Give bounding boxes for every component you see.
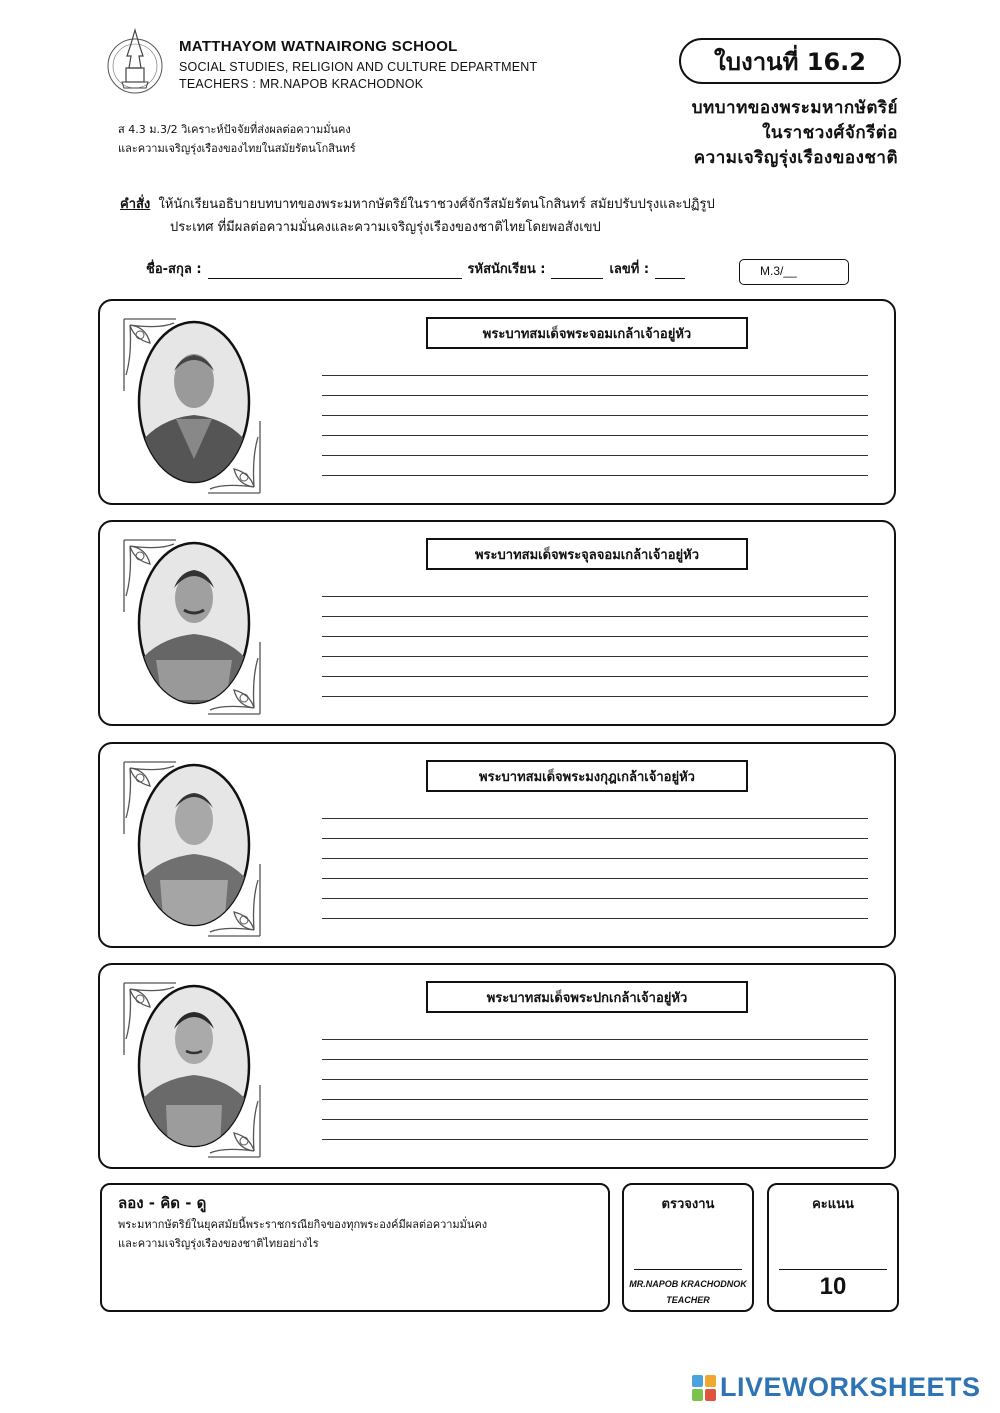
learning-standard (118, 120, 356, 158)
instruction-line-2: ประเทศ ที่มีผลต่อความมั่นคงและความเจริญรุ่งเรืองของชาติไทยโดยพอสังเขป (170, 220, 601, 235)
number-label: เลขที่ : (609, 262, 650, 277)
answer-line[interactable] (322, 415, 868, 416)
student-id-label: รหัสนักเรียน : (467, 262, 546, 277)
answer-line[interactable] (322, 1139, 868, 1140)
check-box (622, 1183, 754, 1312)
liveworksheets-logo (692, 1372, 981, 1403)
topic-line-2: ในราชวงศ์จักรีต่อ (762, 123, 898, 143)
king-panel-4 (98, 963, 896, 1169)
answer-line[interactable] (322, 656, 868, 657)
answer-line[interactable] (322, 858, 868, 859)
liveworksheets-icon (692, 1375, 716, 1401)
king-panel-3 (98, 742, 896, 948)
class-field[interactable]: M.3/__ (739, 259, 849, 285)
king-portrait-4 (136, 983, 252, 1149)
school-name: MATTHAYOM WATNAIRONG SCHOOL (179, 38, 458, 55)
teachers-line: TEACHERS : MR.NAPOB KRACHODNOK (179, 77, 424, 91)
standard-line-2: และความเจริญรุ่งเรืองของไทยในสมัยรัตนโกสินทร์ (118, 142, 356, 155)
king-portrait-1 (136, 319, 252, 485)
think-question (118, 1215, 487, 1253)
department-name: SOCIAL STUDIES, RELIGION AND CULTURE DEPARTMENT (179, 60, 538, 74)
answer-line[interactable] (322, 676, 868, 677)
think-question-line-2: และความเจริญรุ่งเรืองของชาติไทยอย่างไร (118, 1237, 319, 1250)
student-info-row (146, 258, 691, 279)
answer-line[interactable] (322, 636, 868, 637)
worksheet-topic (692, 96, 898, 171)
answer-line[interactable] (322, 455, 868, 456)
check-title: ตรวจงาน (661, 1197, 715, 1212)
liveworksheets-brand: LIVEWORKSHEETS (720, 1372, 981, 1402)
number-field[interactable] (655, 264, 685, 279)
answer-line[interactable] (322, 596, 868, 597)
answer-line[interactable] (322, 1119, 868, 1120)
answer-line[interactable] (322, 1059, 868, 1060)
answer-line[interactable] (322, 1079, 868, 1080)
topic-line-3: ความเจริญรุ่งเรืองของชาติ (693, 148, 898, 168)
score-line (779, 1269, 887, 1270)
king-portrait-3 (136, 762, 252, 928)
school-logo (106, 26, 164, 98)
king-panel-1 (98, 299, 896, 505)
answer-line[interactable] (322, 838, 868, 839)
king-name-box: พระบาทสมเด็จพระจุลจอมเกล้าเจ้าอยู่หัว (426, 538, 748, 570)
student-id-field[interactable] (551, 264, 603, 279)
signature-line (634, 1269, 742, 1270)
think-box[interactable] (100, 1183, 610, 1312)
king-name-box: พระบาทสมเด็จพระมงกุฎเกล้าเจ้าอยู่หัว (426, 760, 748, 792)
teacher-name: MR.NAPOB KRACHODNOK (629, 1279, 747, 1289)
answer-line[interactable] (322, 435, 868, 436)
king-name-box: พระบาทสมเด็จพระปกเกล้าเจ้าอยู่หัว (426, 981, 748, 1013)
answer-line[interactable] (322, 1099, 868, 1100)
king-panel-2 (98, 520, 896, 726)
name-field[interactable] (208, 264, 462, 279)
answer-line[interactable] (322, 1039, 868, 1040)
king-name-box: พระบาทสมเด็จพระจอมเกล้าเจ้าอยู่หัว (426, 317, 748, 349)
answer-line[interactable] (322, 375, 868, 376)
score-box (767, 1183, 899, 1312)
teacher-role: TEACHER (666, 1295, 710, 1305)
answer-line[interactable] (322, 696, 868, 697)
score-total: 10 (819, 1273, 847, 1300)
answer-line[interactable] (322, 616, 868, 617)
answer-line[interactable] (322, 878, 868, 879)
instruction-line-1: ให้นักเรียนอธิบายบทบาทของพระมหากษัตริย์ในราชวงศ์จักรีสมัยรัตนโกสินทร์ สมัยปรับปรุงและปฏิรูป (158, 197, 715, 212)
king-portrait-2 (136, 540, 252, 706)
answer-line[interactable] (322, 395, 868, 396)
standard-line-1: ส 4.3 ม.3/2 วิเคราะห์ปัจจัยที่ส่งผลต่อความมั่นคง (118, 123, 351, 136)
answer-line[interactable] (322, 818, 868, 819)
instructions (120, 193, 910, 239)
instruction-label: คำสั่ง (120, 197, 151, 212)
think-title: ลอง - คิด - ดู (118, 1194, 207, 1212)
answer-line[interactable] (322, 475, 868, 476)
think-question-line-1: พระมหากษัตริย์ในยุคสมัยนี้พระราชกรณียกิจของทุกพระองค์มีผลต่อความมั่นคง (118, 1218, 488, 1231)
topic-line-1: บทบาทของพระมหากษัตริย์ (691, 98, 898, 118)
name-label: ชื่อ-สกุล : (146, 262, 202, 277)
worksheet-number: ใบงานที่ 16.2 (679, 38, 901, 84)
answer-line[interactable] (322, 918, 868, 919)
answer-line[interactable] (322, 898, 868, 899)
score-title: คะแนน (812, 1197, 854, 1212)
